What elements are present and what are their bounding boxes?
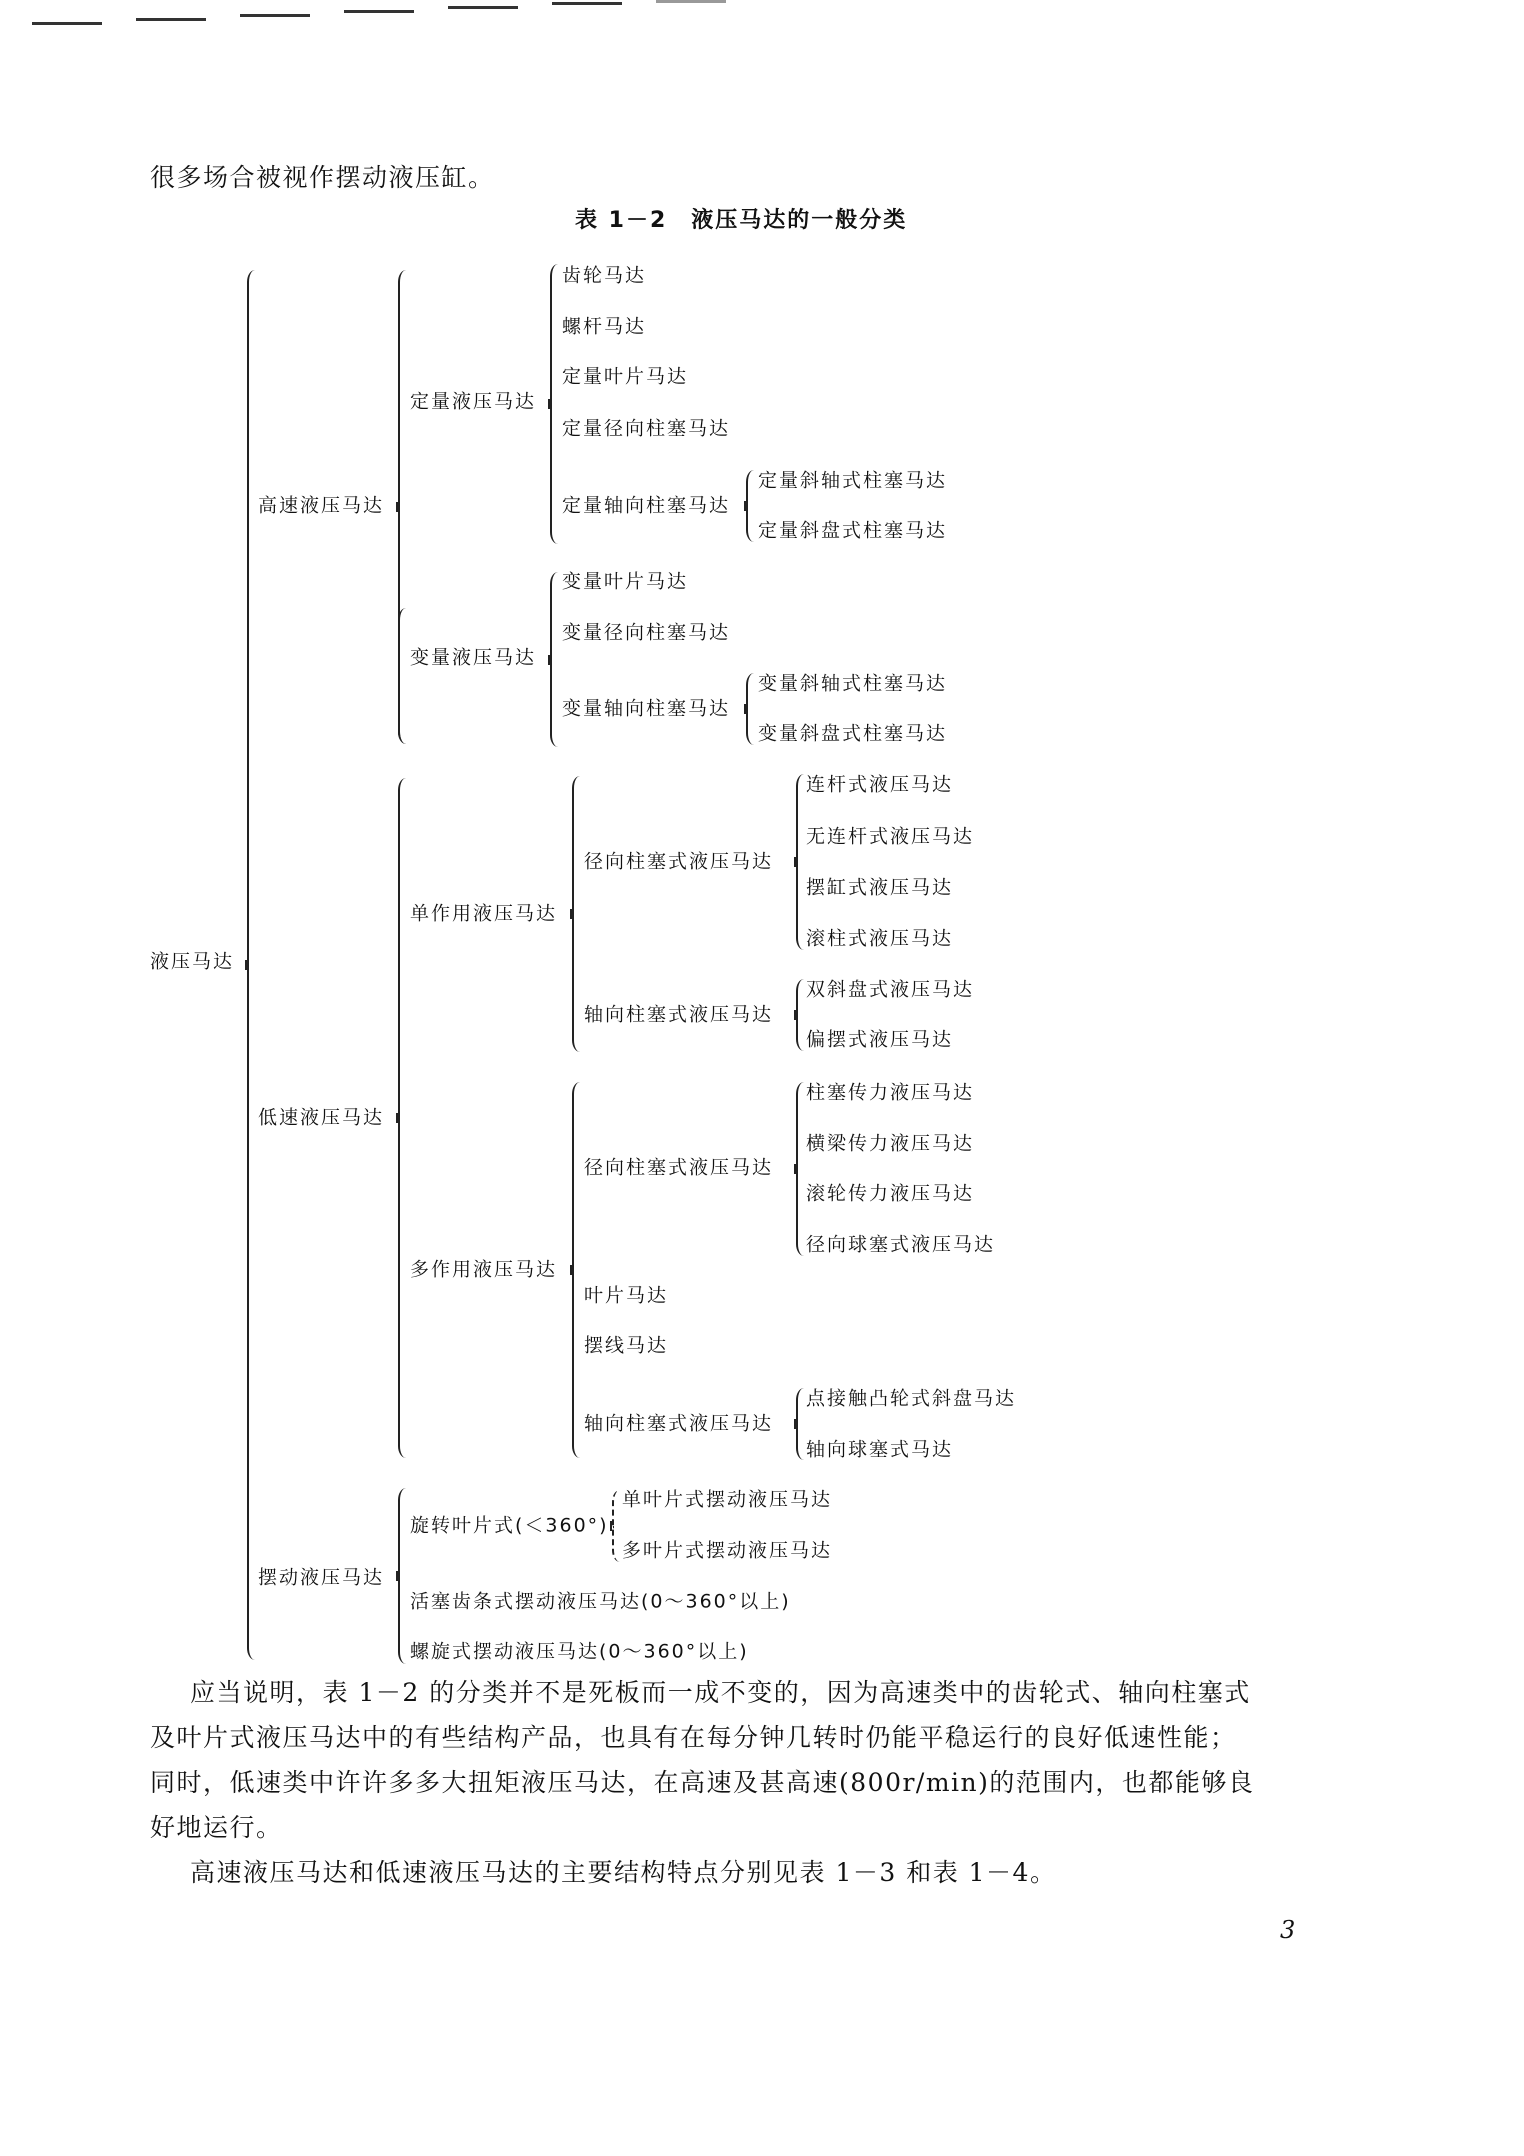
leaf: 变量斜盘式柱塞马达	[758, 722, 948, 745]
brace-single-axial	[796, 979, 806, 1051]
node-swing-vane: 旋转叶片式(＜360°)	[410, 1514, 609, 1537]
brace-single-radial	[796, 774, 806, 950]
leaf: 双斜盘式液压马达	[806, 978, 975, 1001]
node-high-speed: 高速液压马达	[258, 494, 385, 517]
brace-fixed	[550, 264, 560, 544]
leaf: 多叶片式摆动液压马达	[622, 1539, 833, 1562]
paragraph-1-line-1: 应当说明，表 1－2 的分类并不是死板而一成不变的，因为高速类中的齿轮式、轴向柱塞式	[190, 1678, 1251, 1707]
leaf: 单叶片式摆动液压马达	[622, 1488, 833, 1511]
leaf: 定量斜轴式柱塞马达	[758, 469, 948, 492]
paragraph-2: 高速液压马达和低速液压马达的主要结构特点分别见表 1－3 和表 1－4。	[190, 1858, 1057, 1887]
leaf: 连杆式液压马达	[806, 773, 954, 796]
brace-variable-axial	[746, 673, 756, 745]
node-swing: 摆动液压马达	[258, 1566, 385, 1589]
leaf: 径向球塞式液压马达	[806, 1233, 996, 1256]
leaf: 摆缸式液压马达	[806, 876, 954, 899]
brace-root	[247, 270, 257, 1660]
paragraph-1-line-4: 好地运行。	[150, 1813, 283, 1842]
node-low-speed: 低速液压马达	[258, 1106, 385, 1129]
brace-multi-axial	[796, 1388, 806, 1460]
tree-root: 液压马达	[150, 950, 235, 973]
leaf: 横梁传力液压马达	[806, 1132, 975, 1155]
leaf: 活塞齿条式摆动液压马达(0～360°以上)	[410, 1590, 791, 1613]
brace-swing	[398, 1488, 408, 1664]
table-title: 表 1－2 液压马达的一般分类	[575, 208, 908, 233]
node-single-axial: 轴向柱塞式液压马达	[584, 1003, 774, 1026]
leaf: 齿轮马达	[562, 264, 647, 287]
brace-variable-outer	[398, 608, 408, 744]
leaf: 螺旋式摆动液压马达(0～360°以上)	[410, 1640, 749, 1663]
header-rule	[448, 6, 518, 9]
leaf: 变量斜轴式柱塞马达	[758, 672, 948, 695]
intro-line: 很多场合被视作摆动液压缸。	[150, 163, 495, 192]
leaf: 定量斜盘式柱塞马达	[758, 519, 948, 542]
leaf: 摆线马达	[584, 1334, 669, 1357]
leaf: 定量径向柱塞马达	[562, 417, 731, 440]
node-fixed: 定量液压马达	[410, 390, 537, 413]
header-rule	[656, 0, 726, 3]
leaf: 无连杆式液压马达	[806, 825, 975, 848]
brace-low-speed	[398, 778, 408, 1458]
brace-single	[572, 776, 582, 1052]
leaf: 柱塞传力液压马达	[806, 1081, 975, 1104]
leaf: 滚柱式液压马达	[806, 927, 954, 950]
paragraph-1-line-3: 同时，低速类中许许多多大扭矩液压马达，在高速及甚高速(800r/min)的范围内，也都能够良	[150, 1768, 1255, 1797]
page-number: 3	[1280, 1916, 1296, 1944]
node-single: 单作用液压马达	[410, 902, 558, 925]
brace-multi	[572, 1082, 582, 1458]
node-fixed-axial: 定量轴向柱塞马达	[562, 494, 731, 517]
brace-variable	[550, 572, 560, 747]
node-multi: 多作用液压马达	[410, 1258, 558, 1281]
header-rule	[240, 14, 310, 17]
node-multi-axial: 轴向柱塞式液压马达	[584, 1412, 774, 1435]
header-rule	[552, 2, 622, 5]
leaf: 叶片马达	[584, 1284, 669, 1307]
leaf: 变量径向柱塞马达	[562, 621, 731, 644]
header-rule	[344, 10, 414, 13]
leaf: 轴向球塞式马达	[806, 1438, 954, 1461]
leaf: 变量叶片马达	[562, 570, 689, 593]
node-single-radial: 径向柱塞式液压马达	[584, 850, 774, 873]
brace-swing-vane	[612, 1490, 622, 1562]
leaf: 滚轮传力液压马达	[806, 1182, 975, 1205]
header-rule	[32, 22, 102, 25]
paragraph-1-line-2: 及叶片式液压马达中的有些结构产品，也具有在每分钟几转时仍能平稳运行的良好低速性能；	[150, 1723, 1237, 1752]
brace-multi-radial	[796, 1082, 806, 1256]
node-variable: 变量液压马达	[410, 646, 537, 669]
header-rule	[136, 18, 206, 21]
leaf: 定量叶片马达	[562, 365, 689, 388]
brace-fixed-axial	[746, 470, 756, 542]
node-multi-radial: 径向柱塞式液压马达	[584, 1156, 774, 1179]
leaf: 偏摆式液压马达	[806, 1028, 954, 1051]
node-variable-axial: 变量轴向柱塞马达	[562, 697, 731, 720]
leaf: 点接触凸轮式斜盘马达	[806, 1387, 1017, 1410]
leaf: 螺杆马达	[562, 315, 647, 338]
